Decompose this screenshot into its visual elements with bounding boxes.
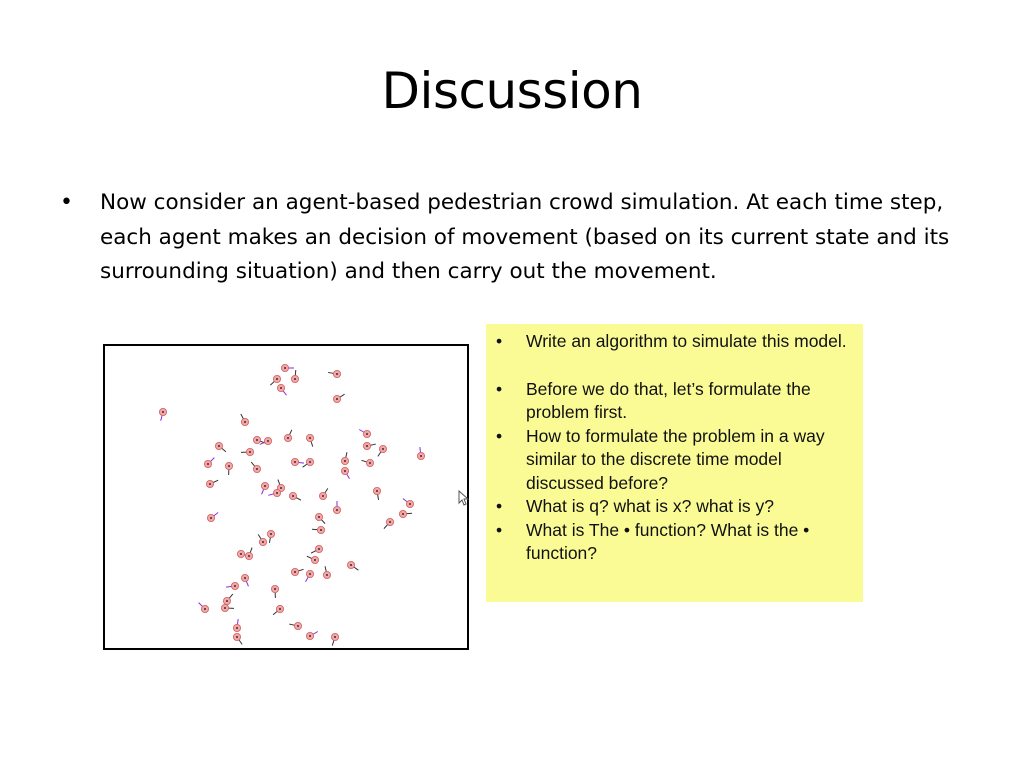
bullet-text: Now consider an agent-based pedestrian crowd simulation. At each time step, each agent makes an decision of movement (based on its current state and its surrounding situation) and then carry out the movement.	[100, 190, 950, 284]
agent-marker	[273, 605, 283, 614]
note-item-text: Before we do that, let’s formulate the problem first.	[526, 378, 811, 422]
note-item-text: What is q? what is x? what is y?	[526, 496, 775, 516]
note-item-text: What is The • function? What is the • function?	[526, 519, 810, 563]
agent-marker	[291, 568, 303, 575]
agent-marker	[303, 458, 314, 467]
agent-marker	[347, 561, 358, 570]
agent-marker	[289, 622, 301, 629]
agent-marker	[267, 530, 274, 542]
note-item: • How to formulate the problem in a way similar to the discrete time model discussed before?	[494, 425, 855, 496]
agent-marker	[223, 594, 232, 604]
note-item: • What is The • function? What is the • function?	[494, 519, 855, 566]
slide-title: Discussion	[381, 62, 643, 120]
note-item: • What is q? what is x? what is y?	[494, 495, 855, 519]
agent-marker	[328, 370, 340, 377]
agent-marker	[241, 414, 249, 426]
note-item-text: Write an algorithm to simulate this model.	[526, 331, 847, 351]
agent-marker	[307, 556, 319, 563]
agent-marker	[221, 604, 234, 611]
bullet-marker: •	[60, 190, 73, 215]
agent-marker	[359, 430, 370, 438]
agent-marker	[241, 448, 254, 455]
agent-marker	[245, 548, 252, 560]
agent-marker	[378, 445, 387, 456]
main-bullet	[60, 186, 960, 290]
agent-marker	[333, 501, 340, 514]
agent-marker	[281, 364, 294, 371]
note-item-text: How to formulate the problem in a way similar to the discrete time model discussed before?	[526, 425, 825, 493]
crowd-simulation-figure	[103, 344, 469, 650]
agent-marker	[270, 375, 280, 385]
agent-marker	[258, 534, 266, 545]
agent-marker	[204, 458, 214, 468]
agent-marker	[241, 574, 248, 586]
agent-marker	[159, 408, 166, 420]
agent-marker	[291, 458, 304, 465]
agent-marker	[277, 384, 286, 395]
agent-marker	[268, 489, 280, 496]
agent-marker	[361, 459, 373, 466]
agent-marker	[399, 510, 412, 517]
agent-marker	[341, 452, 348, 464]
agent-marker	[384, 518, 394, 528]
agent-marker	[323, 566, 330, 578]
agent-marker	[331, 633, 338, 645]
note-item: • Before we do that, let’s formulate the problem first.	[494, 378, 855, 425]
agent-marker	[333, 394, 344, 402]
agent-marker	[312, 526, 325, 533]
agent-marker	[403, 499, 414, 508]
agent-marker	[215, 442, 225, 451]
agent-marker	[260, 437, 272, 444]
agent-marker	[284, 430, 291, 442]
agent-marker	[373, 487, 380, 499]
mouse-cursor-icon	[458, 490, 470, 506]
agent-marker	[261, 482, 268, 494]
agent-marker	[319, 488, 327, 499]
agent-marker	[306, 632, 317, 640]
agent-marker	[289, 492, 301, 500]
agent-marker	[233, 633, 242, 644]
agent-marker	[206, 480, 218, 487]
agent-marker	[291, 370, 298, 383]
agent-marker	[225, 462, 232, 475]
agent-marker	[341, 467, 349, 478]
agent-marker	[233, 619, 240, 632]
agent-marker	[271, 585, 278, 598]
crowd-simulation-canvas	[105, 346, 467, 648]
agent-marker	[306, 434, 313, 446]
agent-marker	[226, 582, 239, 589]
agent-marker	[199, 603, 209, 613]
agent-marker	[311, 545, 323, 553]
agent-marker	[315, 513, 325, 523]
agent-marker	[207, 513, 218, 522]
agent-marker	[306, 570, 314, 581]
agent-marker	[417, 447, 424, 460]
agent-marker	[251, 462, 260, 472]
task-note-box	[486, 324, 863, 602]
note-item: • Write an algorithm to simulate this model.	[494, 330, 855, 354]
agent-marker	[363, 442, 375, 449]
